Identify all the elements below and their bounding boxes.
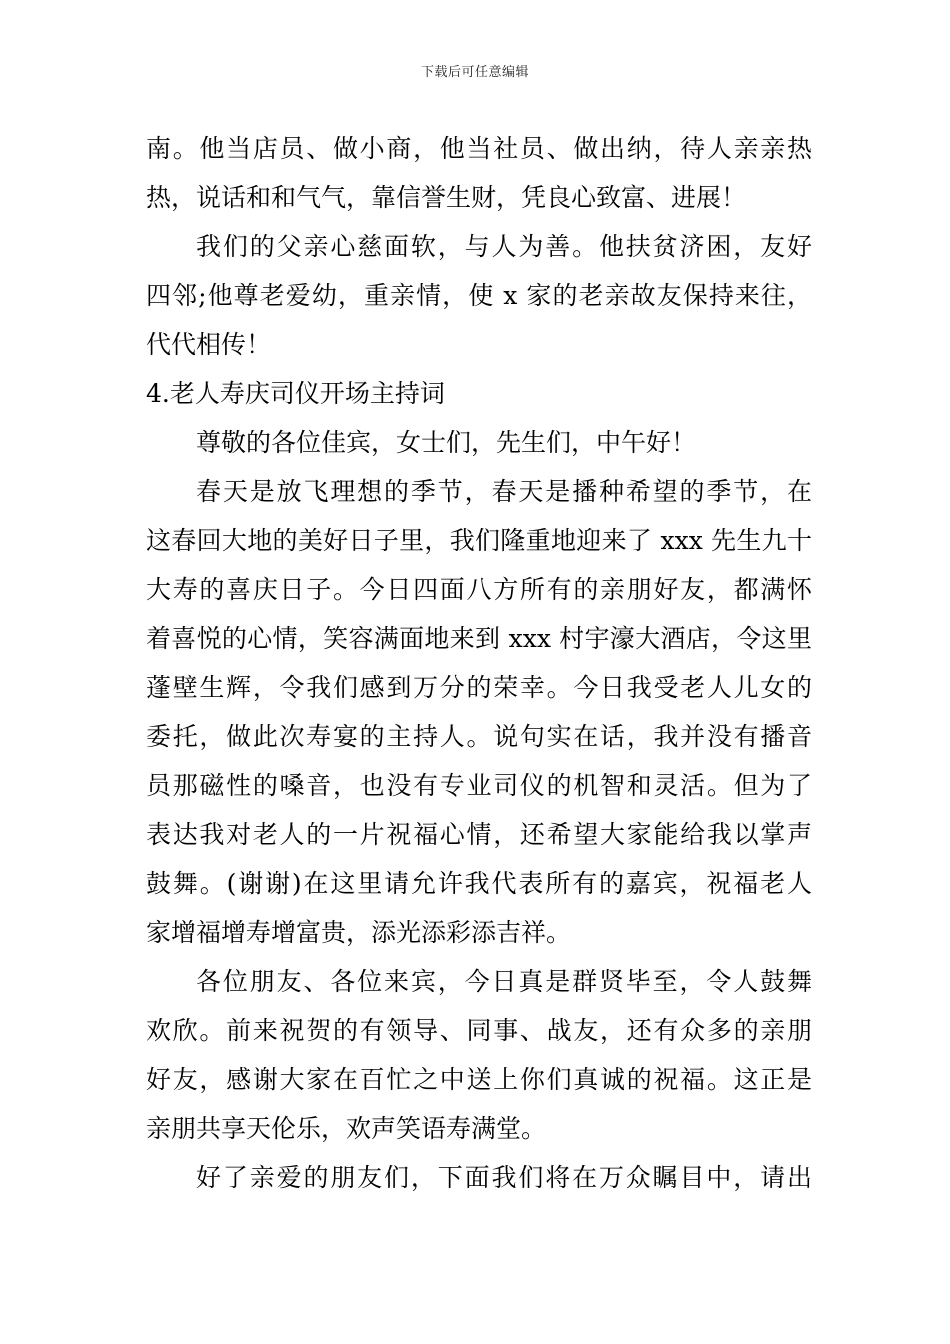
text-line: 代代相传！ — [146, 330, 272, 359]
section-heading — [146, 369, 812, 418]
text-line: 春天是放飞理想的季节，春天是播种希望的季节，在 — [196, 477, 812, 506]
text-line: 欢欣。前来祝贺的有领导、同事、战友，还有众多的亲朋 — [146, 1016, 812, 1045]
text-line: 这春回大地的美好日子里，我们隆重地迎来了 xxx 先生九十 — [146, 526, 812, 555]
text-line: 各位朋友、各位来宾，今日真是群贤毕至，令人鼓舞 — [196, 967, 812, 996]
text-line: 四邻;他尊老爱幼，重亲情，使 x 家的老亲故友保持来往， — [146, 281, 812, 310]
paragraph — [146, 957, 812, 1153]
text-line: 鼓舞。(谢谢)在这里请允许我代表所有的嘉宾，祝福老人 — [146, 869, 812, 898]
paragraph — [146, 418, 812, 467]
page-header: 下载后可任意编辑 — [420, 65, 529, 80]
text-line: 好了亲爱的朋友们，下面我们将在万众瞩目中，请出 — [196, 1163, 812, 1192]
text-line: 好友，感谢大家在百忙之中送上你们真诚的祝福。这正是 — [146, 1065, 812, 1094]
paragraph — [146, 124, 812, 222]
paragraph — [146, 222, 812, 369]
text-line: 家增福增寿增富贵，添光添彩添吉祥。 — [146, 918, 572, 947]
text-line: 员那磁性的嗓音，也没有专业司仪的机智和灵活。但为了 — [146, 771, 812, 800]
text-line: 蓬壁生辉，令我们感到万分的荣幸。今日我受老人儿女的 — [146, 673, 812, 702]
text-line: 大寿的喜庆日子。今日四面八方所有的亲朋好友，都满怀 — [146, 575, 812, 604]
text-line: 委托，做此次寿宴的主持人。说句实在话，我并没有播音 — [146, 722, 812, 751]
text-line: 表达我对老人的一片祝福心情，还希望大家能给我以掌声 — [146, 820, 812, 849]
text-line: 我们的父亲心慈面软，与人为善。他扶贫济困，友好 — [196, 232, 812, 261]
text-line: 热，说话和和气气，靠信誉生财，凭良心致富、进展！ — [146, 183, 747, 212]
document-body — [146, 124, 812, 1202]
text-line: 尊敬的各位佳宾，女士们，先生们，中午好！ — [196, 428, 697, 457]
text-line: 南。他当店员、做小商，他当社员、做出纳，待人亲亲热 — [146, 134, 812, 163]
paragraph — [146, 467, 812, 957]
paragraph — [146, 1153, 812, 1202]
text-line: 着喜悦的心情，笑容满面地来到 xxx 村宇濠大酒店，令这里 — [146, 624, 812, 653]
text-line: 亲朋共享天伦乐，欢声笑语寿满堂。 — [146, 1114, 547, 1143]
heading-text: 4.老人寿庆司仪开场主持词 — [146, 379, 445, 408]
